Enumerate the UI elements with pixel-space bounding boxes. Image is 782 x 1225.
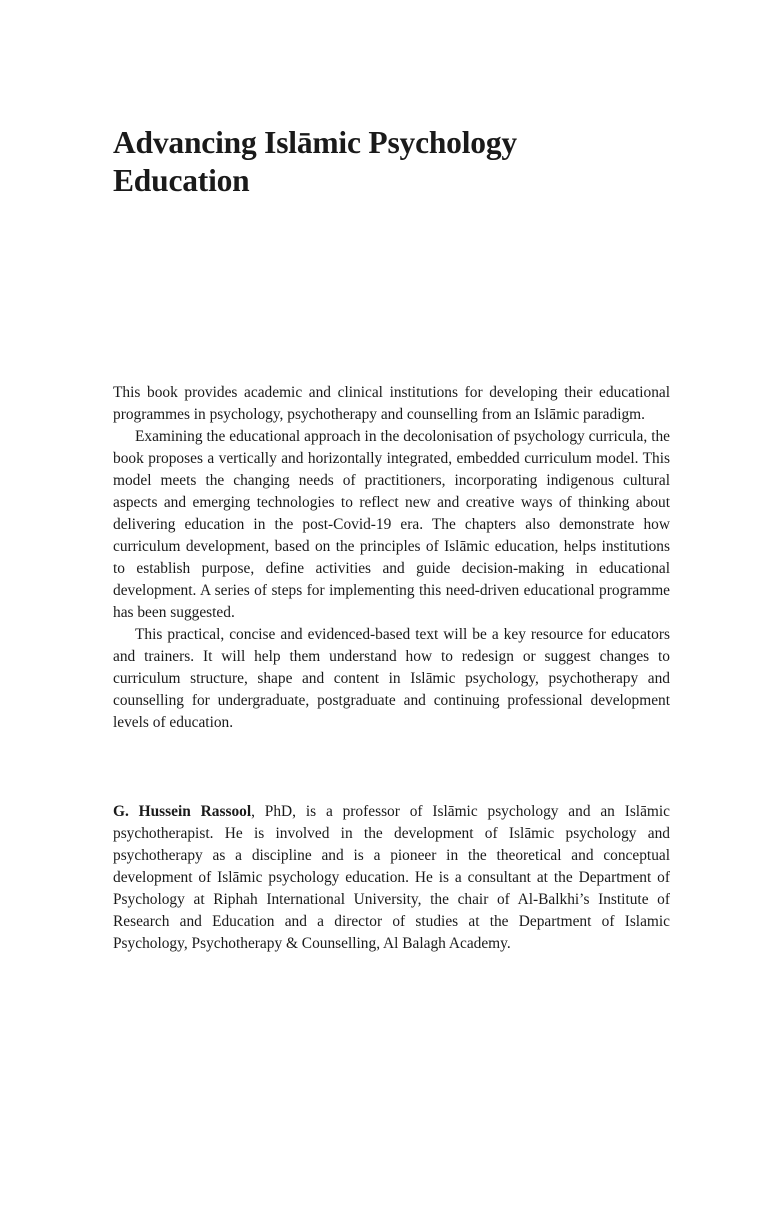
- description-paragraph-1: This book provides academic and clinical institutions for developing their educational programmes in psychology, psychotherapy and counselling from an Islāmic paradigm.: [113, 384, 670, 423]
- description-paragraph-3: This practical, concise and evidenced-based text will be a key resource for educators and trainers. It will help them understand how to redesign or suggest changes to curriculum structure, shape and content in Islāmic psychology, psychotherapy and counselling for undergraduate, postgraduate and continuing professional development levels of education.: [113, 626, 670, 731]
- author-name: G. Hussein Rassool: [113, 803, 252, 820]
- author-bio-paragraph: [113, 801, 670, 955]
- description-paragraph-2: Examining the educational approach in the decolonisation of psychology curricula, the book proposes a vertically and horizontally integrated, embedded curriculum model. This model meets the changing needs of practitioners, incorporating indigenous cultural aspects and emerging technologies to reflect new and creative ways of thinking about delivering education in the post-Covid-19 era. The chapters also demonstrate how curriculum development, based on the principles of Islāmic education, helps institutions to establish purpose, define activities and guide decision-making in educational development. A series of steps for implementing this need-driven educational programme has been suggested.: [113, 428, 670, 621]
- author-bio: [113, 801, 670, 955]
- author-bio-text: , PhD, is a professor of Islāmic psychology and an Islāmic psychotherapist. He is involved in the development of Islāmic psychology and psychotherapy as a discipline and is a pioneer in the theoretical and conceptual development of Islāmic psychology education. He is a consultant at the Department of Psychology at Riphah International University, the chair of Al-Balkhi’s Institute of Research and Education and a director of studies at the Department of Islamic Psychology, Psychotherapy & Counselling, Al Balagh Academy.: [113, 803, 670, 952]
- book-title-line-2: Education: [113, 163, 250, 198]
- book-title-line-1: Advancing Islāmic Psychology: [113, 125, 517, 160]
- page: [113, 0, 670, 1225]
- book-title: [113, 124, 670, 200]
- book-description: [113, 382, 670, 734]
